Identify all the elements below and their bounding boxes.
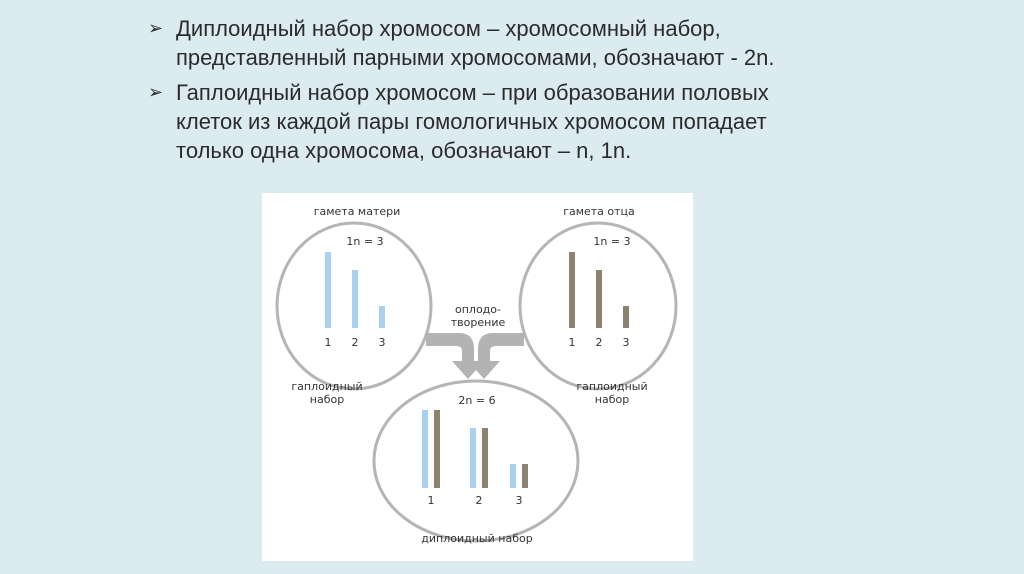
zygote-number-2: 2 [475, 494, 483, 507]
fertilization-label [438, 303, 518, 329]
father-formula: 1n = 3 [593, 235, 631, 248]
father-caption-line: набор [594, 393, 630, 406]
arrow-bullet-icon: ➢ [148, 18, 164, 39]
bullet-text-line: представленный парными хромосомами, обозначают - 2n. [176, 45, 775, 70]
mother-chromosome-1 [325, 252, 331, 328]
father-caption-line: гаплоидный [576, 380, 648, 393]
mother-number-2: 2 [351, 336, 359, 349]
father-chromosome-2 [596, 270, 602, 328]
mother-chromosome-2 [352, 270, 358, 328]
bullet-text-line: клеток из каждой пары гомологичных хромосом попадает [176, 109, 767, 134]
father-chromosome-3 [623, 306, 629, 328]
zygote-paternal-chromosome-1 [434, 410, 440, 488]
father-number-3: 3 [622, 336, 630, 349]
left-fusion-arrow [426, 333, 484, 379]
mother-caption [282, 380, 372, 406]
zygote-maternal-chromosome-3 [510, 464, 516, 488]
bullet-text-line: только одна хромосома, обозначают – n, 1n. [176, 138, 632, 163]
father-number-1: 1 [568, 336, 576, 349]
zygote-number-1: 1 [427, 494, 435, 507]
bullet-text-line: Гаплоидный набор хромосом – при образовании половых [176, 80, 769, 105]
zygote-formula: 2n = 6 [458, 394, 496, 407]
fertilization-label-line: творение [450, 316, 506, 329]
right-fusion-arrow [468, 333, 524, 379]
fertilization-label-line: оплодо- [455, 303, 501, 316]
mother-caption-line: набор [309, 393, 345, 406]
zygote-number-3: 3 [515, 494, 523, 507]
zygote-maternal-chromosome-2 [470, 428, 476, 488]
zygote-caption: диплоидный набор [421, 532, 533, 545]
bullet-diploid [148, 14, 848, 72]
father-caption [567, 380, 657, 406]
zygote-paternal-chromosome-3 [522, 464, 528, 488]
mother-caption-line: гаплоидный [291, 380, 363, 393]
arrow-bullet-icon: ➢ [148, 82, 164, 103]
zygote-paternal-chromosome-2 [482, 428, 488, 488]
bullet-text-line: Диплоидный набор хромосом – хромосомный набор, [176, 16, 721, 41]
mother-gamete-title: гамета матери [313, 205, 401, 218]
zygote-maternal-chromosome-1 [422, 410, 428, 488]
mother-chromosome-3 [379, 306, 385, 328]
mother-formula: 1n = 3 [346, 235, 384, 248]
mother-number-3: 3 [378, 336, 386, 349]
bullet-haploid [148, 78, 848, 165]
bullet-list [148, 14, 848, 171]
father-chromosome-1 [569, 252, 575, 328]
father-number-2: 2 [595, 336, 603, 349]
mother-number-1: 1 [324, 336, 332, 349]
father-gamete-title: гамета отца [563, 205, 635, 218]
fertilization-diagram [262, 193, 693, 561]
